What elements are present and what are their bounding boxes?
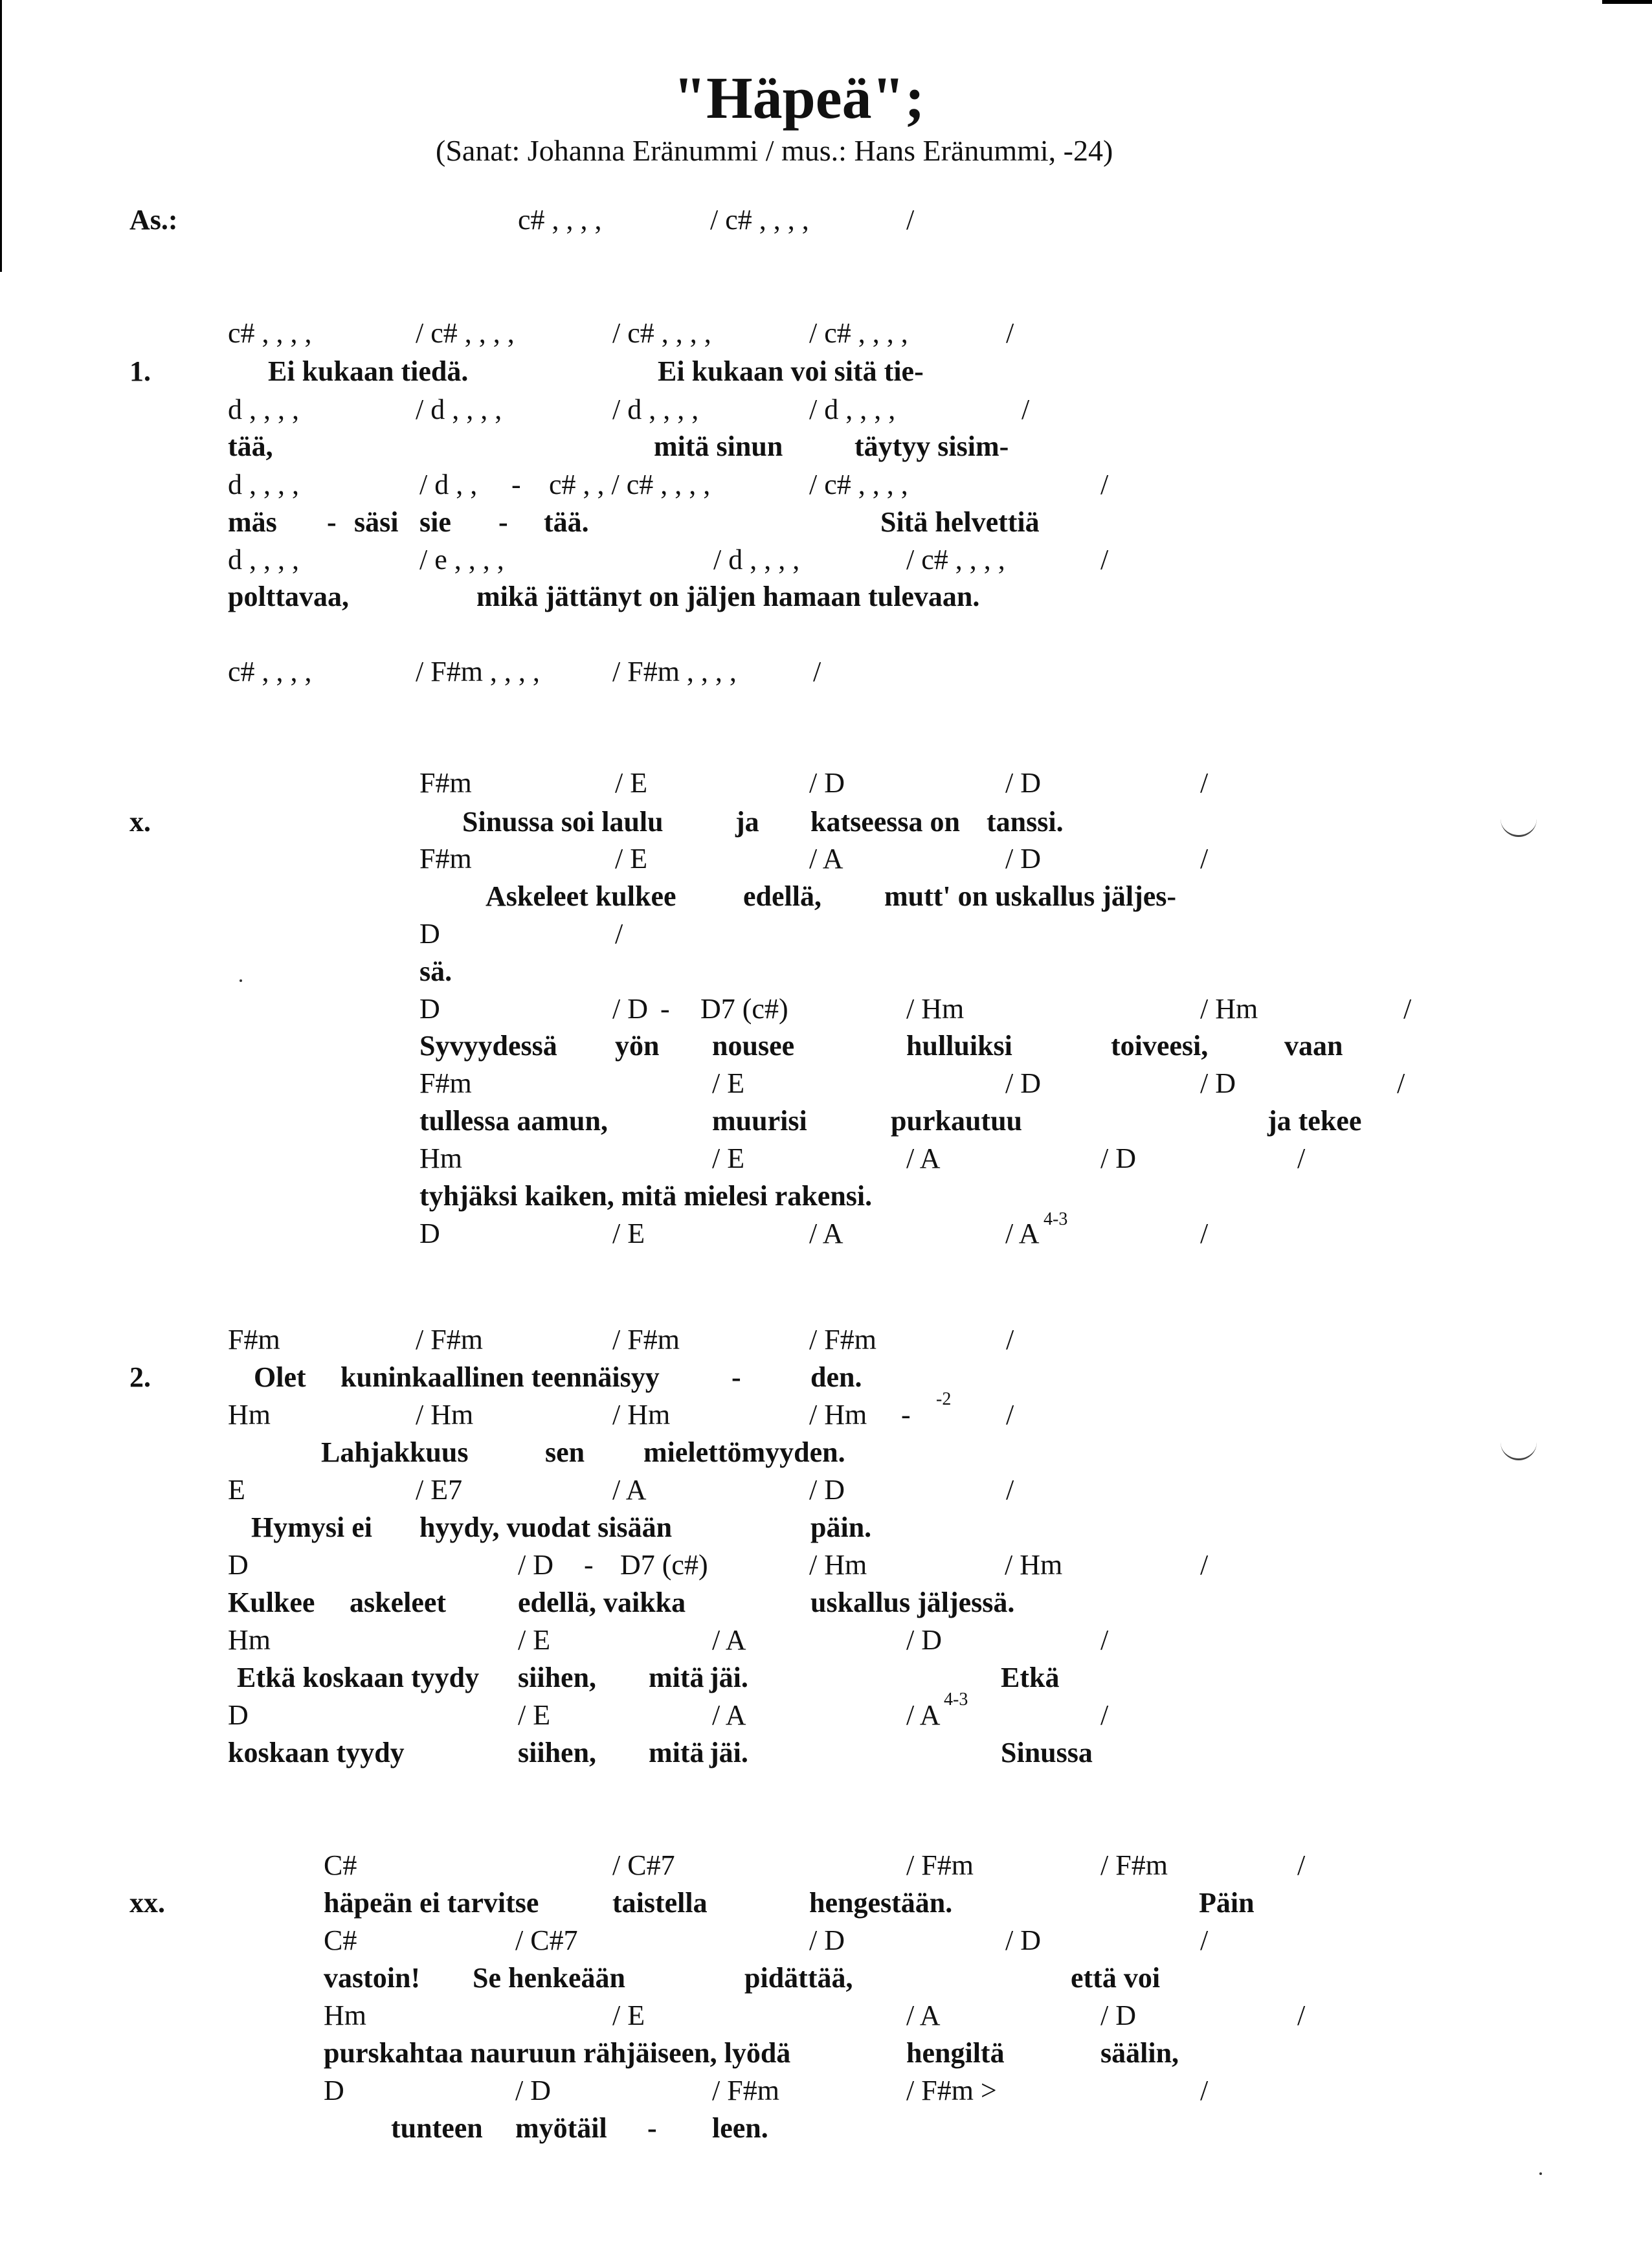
- lyric: tunteen: [391, 2112, 483, 2144]
- chord: C#: [324, 1924, 357, 1956]
- chord: / D: [809, 1924, 845, 1956]
- lyric: den.: [810, 1361, 862, 1393]
- chord-superscript: -2: [936, 1389, 952, 1409]
- chord-superscript: 4-3: [944, 1689, 968, 1710]
- intro-label: As.:: [129, 204, 178, 236]
- chord: D: [419, 918, 440, 950]
- lyric: Etkä koskaan tyydy: [237, 1662, 480, 1693]
- lyric: askeleet: [350, 1587, 447, 1618]
- chord: D7 (c#): [700, 993, 788, 1025]
- lyric: nousee: [712, 1030, 795, 1062]
- bar-line: /: [1021, 394, 1030, 425]
- chord: / E: [615, 843, 648, 875]
- chord: / e , , , ,: [419, 544, 504, 575]
- chord: c# , , , ,: [518, 204, 602, 236]
- chord: / D: [809, 767, 845, 799]
- bridge-label: xx.: [129, 1887, 165, 1919]
- lyric: Ei kukaan tiedä.: [268, 355, 469, 387]
- lyric: tullessa aamun,: [419, 1105, 608, 1137]
- lyric: mutt' on uskallus jäljes-: [884, 880, 1177, 912]
- chord: F#m: [228, 1324, 280, 1355]
- chord: / c# , , , ,: [416, 317, 515, 349]
- lyric: häpeän ei tarvitse: [324, 1887, 539, 1919]
- bar-line: /: [1006, 1474, 1014, 1506]
- chord: / A: [906, 1699, 941, 1731]
- chord: / D: [1005, 767, 1041, 799]
- chord: D: [228, 1549, 249, 1581]
- chord: / D: [515, 2075, 551, 2106]
- chord: / Hm: [612, 1399, 671, 1431]
- chord: / E: [712, 1067, 745, 1099]
- chord: / D: [906, 1624, 942, 1656]
- lyric: Kulkee: [228, 1587, 315, 1618]
- bar-line: /: [1006, 317, 1014, 349]
- scan-speck: [240, 979, 242, 982]
- chord: / D: [1100, 2000, 1136, 2031]
- lyric: vastoin!: [324, 1962, 421, 1994]
- lyric: Ei kukaan voi sitä tie-: [658, 355, 924, 387]
- lyric: Etkä: [1001, 1662, 1060, 1693]
- chord: D: [419, 1218, 440, 1249]
- chord: / Hm: [809, 1399, 867, 1431]
- bar-line: /: [615, 918, 623, 950]
- lyric: purskahtaa nauruun rähjäiseen, lyödä: [324, 2037, 791, 2069]
- chord: / Hm: [1005, 1549, 1063, 1581]
- chord: / D: [518, 1549, 553, 1581]
- chord: / E: [615, 767, 648, 799]
- bar-line: /: [1397, 1067, 1405, 1099]
- lyric: Sinussa soi laulu: [462, 806, 664, 838]
- bar-line: /: [1297, 1143, 1306, 1174]
- chord: / A: [612, 1474, 647, 1506]
- scan-speck: [1539, 2172, 1542, 2175]
- chord: c# , , , ,: [228, 656, 312, 687]
- lyric: uskallus jäljessä.: [810, 1587, 1015, 1618]
- lyric: Sitä helvettiä: [880, 506, 1040, 538]
- lyric: tyhjäksi kaiken, mitä mielesi rakensi.: [419, 1180, 873, 1212]
- lyric: myötäil: [515, 2112, 607, 2144]
- chord: / E: [518, 1699, 551, 1731]
- lyric: jäi.: [709, 1662, 748, 1693]
- chord: D: [419, 993, 440, 1025]
- lyric: katseessa on: [810, 806, 961, 838]
- chord: / E: [712, 1143, 745, 1174]
- lyric: -: [731, 1361, 741, 1393]
- chord: Hm: [228, 1399, 271, 1431]
- chord: / d , , , ,: [416, 394, 502, 425]
- lyric: koskaan tyydy: [228, 1737, 405, 1768]
- scan-edge-line: [0, 0, 2, 272]
- chord: / E: [612, 2000, 645, 2031]
- lyric: päin.: [810, 1511, 872, 1543]
- chord: D7 (c#): [620, 1549, 708, 1581]
- lyric: jäi.: [709, 1737, 748, 1768]
- verse1-label: 1.: [129, 355, 151, 387]
- chord: Hm: [419, 1143, 462, 1174]
- bar-line: /: [1006, 1399, 1014, 1431]
- chord: / C#7: [612, 1849, 675, 1881]
- bar-line: /: [1200, 1549, 1209, 1581]
- lyric: Askeleet kulkee: [486, 880, 676, 912]
- chord: / E: [518, 1624, 551, 1656]
- chord: / F#m: [906, 1849, 974, 1881]
- lyric: säsi: [354, 506, 399, 538]
- lyric: Se henkeään: [473, 1962, 625, 1994]
- lyric: muurisi: [712, 1105, 807, 1137]
- chord: / F#m >: [906, 2075, 997, 2106]
- chord: / d , ,: [419, 469, 478, 500]
- chord: / Hm: [906, 993, 965, 1025]
- chord: Hm: [228, 1624, 271, 1656]
- lyric: vaan: [1284, 1030, 1343, 1062]
- chord: / F#m: [809, 1324, 876, 1355]
- lyric: purkautuu: [891, 1105, 1023, 1137]
- bar-line: /: [1297, 1849, 1306, 1881]
- chord: / F#m , , , ,: [416, 656, 540, 687]
- scan-artifact: [1501, 806, 1537, 837]
- chord: / Hm: [809, 1549, 867, 1581]
- lyric: Lahjakkuus: [321, 1436, 469, 1468]
- chord: D: [324, 2075, 344, 2106]
- chord: / D: [809, 1474, 845, 1506]
- chord: / A: [906, 1143, 941, 1174]
- lyric: Sinussa: [1001, 1737, 1093, 1768]
- lyric: sen: [545, 1436, 585, 1468]
- bar-line: /: [1100, 1699, 1109, 1731]
- lyric: polttavaa,: [228, 581, 349, 612]
- chord: / D: [1005, 1067, 1041, 1099]
- chord: Hm: [324, 2000, 366, 2031]
- chord: / A: [712, 1624, 746, 1656]
- chord: / D: [1005, 1924, 1041, 1956]
- bar-line: /: [1200, 843, 1209, 875]
- lyric: Syvyydessä: [419, 1030, 557, 1062]
- bar-line: /: [1200, 1924, 1209, 1956]
- lyric: yön: [615, 1030, 660, 1062]
- lyric: toiveesi,: [1111, 1030, 1209, 1062]
- lyric: mikä jättänyt on jäljen hamaan tulevaan.: [476, 581, 980, 612]
- scan-edge-mark: [1602, 0, 1652, 4]
- bar-line: /: [1006, 1324, 1014, 1355]
- chord: / D: [1200, 1067, 1236, 1099]
- lyric: mitä sinun: [654, 430, 783, 462]
- chord-dash: -: [511, 469, 521, 500]
- chord: D: [228, 1699, 249, 1731]
- lyric: ja: [735, 806, 759, 838]
- chord: / d , , , ,: [809, 394, 896, 425]
- lyric: mitä: [649, 1737, 704, 1768]
- lyric: Olet: [254, 1361, 306, 1393]
- scan-artifact: [1501, 1429, 1537, 1460]
- lyric: siihen,: [518, 1737, 597, 1768]
- chord: d , , , ,: [228, 469, 299, 500]
- lyric: säälin,: [1100, 2037, 1179, 2069]
- lyric: hengiltä: [906, 2037, 1005, 2069]
- chord: / F#m: [712, 2075, 779, 2106]
- chord: / A: [809, 843, 843, 875]
- lyric: hulluiksi: [906, 1030, 1012, 1062]
- lyric: leen.: [712, 2112, 768, 2144]
- bar-line: /: [813, 656, 821, 687]
- chord: / Hm: [1200, 993, 1258, 1025]
- lyric: taistella: [612, 1887, 708, 1919]
- chord: F#m: [419, 1067, 472, 1099]
- bar-line: /: [1100, 1624, 1109, 1656]
- chord: / D: [1005, 843, 1041, 875]
- lyric: pidättää,: [744, 1962, 853, 1994]
- lyric: tanssi.: [987, 806, 1064, 838]
- lyric: kuninkaallinen teennäisyy: [340, 1361, 660, 1393]
- lyric: -: [647, 2112, 657, 2144]
- lyric: sie: [419, 506, 451, 538]
- chord: / d , , , ,: [713, 544, 800, 575]
- chord: / c# , , , ,: [906, 544, 1005, 575]
- chord: / c# , , , ,: [809, 469, 908, 500]
- chord: / F#m: [1100, 1849, 1168, 1881]
- chord: c# , , , ,: [228, 317, 312, 349]
- chord: C#: [324, 1849, 357, 1881]
- bar-line: /: [1200, 767, 1209, 799]
- chord: / E: [612, 1218, 645, 1249]
- chord: F#m: [419, 767, 472, 799]
- lyric: hyydy, vuodat sisään: [419, 1511, 673, 1543]
- chord: F#m: [419, 843, 472, 875]
- song-title: "Häpeä";: [673, 65, 925, 131]
- chord: c# , , / c# , , , ,: [549, 469, 711, 500]
- chord: / A: [1005, 1218, 1040, 1249]
- chord: / F#m: [612, 1324, 680, 1355]
- lyric: tää,: [228, 430, 273, 462]
- bar-line: /: [1403, 993, 1412, 1025]
- lyric: edellä, vaikka: [518, 1587, 686, 1618]
- chord-dash: -: [660, 993, 670, 1025]
- bar-line: /: [1200, 2075, 1209, 2106]
- chord-dash: -: [584, 1549, 594, 1581]
- chord-superscript: 4-3: [1044, 1209, 1068, 1229]
- chord: / C#7: [515, 1924, 578, 1956]
- lyric: mielettömyyden.: [643, 1436, 845, 1468]
- lyric: siihen,: [518, 1662, 597, 1693]
- bar-line: /: [1200, 1218, 1209, 1249]
- chorus-label: x.: [129, 806, 151, 838]
- lyric: mäs: [228, 506, 277, 538]
- chord: / F#m , , , ,: [612, 656, 737, 687]
- chord: / D: [612, 993, 648, 1025]
- lyric: Hymysi ei: [251, 1511, 372, 1543]
- chord: / c# , , , ,: [612, 317, 711, 349]
- lyric: sä.: [419, 955, 452, 987]
- verse2-label: 2.: [129, 1361, 151, 1393]
- lyric: ja tekee: [1267, 1105, 1362, 1137]
- chord: / D: [1100, 1143, 1136, 1174]
- lyric: Päin: [1199, 1887, 1255, 1919]
- chord: / A: [712, 1699, 746, 1731]
- bar-line: /: [1100, 544, 1109, 575]
- chord: / Hm: [416, 1399, 474, 1431]
- lyric: -: [327, 506, 337, 538]
- chord: / c# , , , ,: [710, 204, 809, 236]
- lyric: -: [498, 506, 508, 538]
- chord: / A: [809, 1218, 843, 1249]
- bar-line: /: [1297, 2000, 1306, 2031]
- chord: / d , , , ,: [612, 394, 699, 425]
- lyric: mitä: [649, 1662, 704, 1693]
- song-credits: (Sanat: Johanna Eränummi / mus.: Hans Eränummi, -24): [436, 134, 1113, 167]
- chord: d , , , ,: [228, 394, 299, 425]
- lyric: täytyy sisim-: [854, 430, 1009, 462]
- chord-dash: -: [901, 1399, 911, 1431]
- chord: / E7: [416, 1474, 463, 1506]
- chord: / c# , , , ,: [809, 317, 908, 349]
- chord: E: [228, 1474, 245, 1506]
- chord: d , , , ,: [228, 544, 299, 575]
- lyric: hengestään.: [809, 1887, 953, 1919]
- bar-line: /: [1100, 469, 1109, 500]
- chord: / F#m: [416, 1324, 483, 1355]
- bar-line: /: [906, 204, 915, 236]
- lyric: että voi: [1071, 1962, 1161, 1994]
- lyric: tää.: [544, 506, 589, 538]
- chord: / A: [906, 2000, 941, 2031]
- lyric: edellä,: [743, 880, 821, 912]
